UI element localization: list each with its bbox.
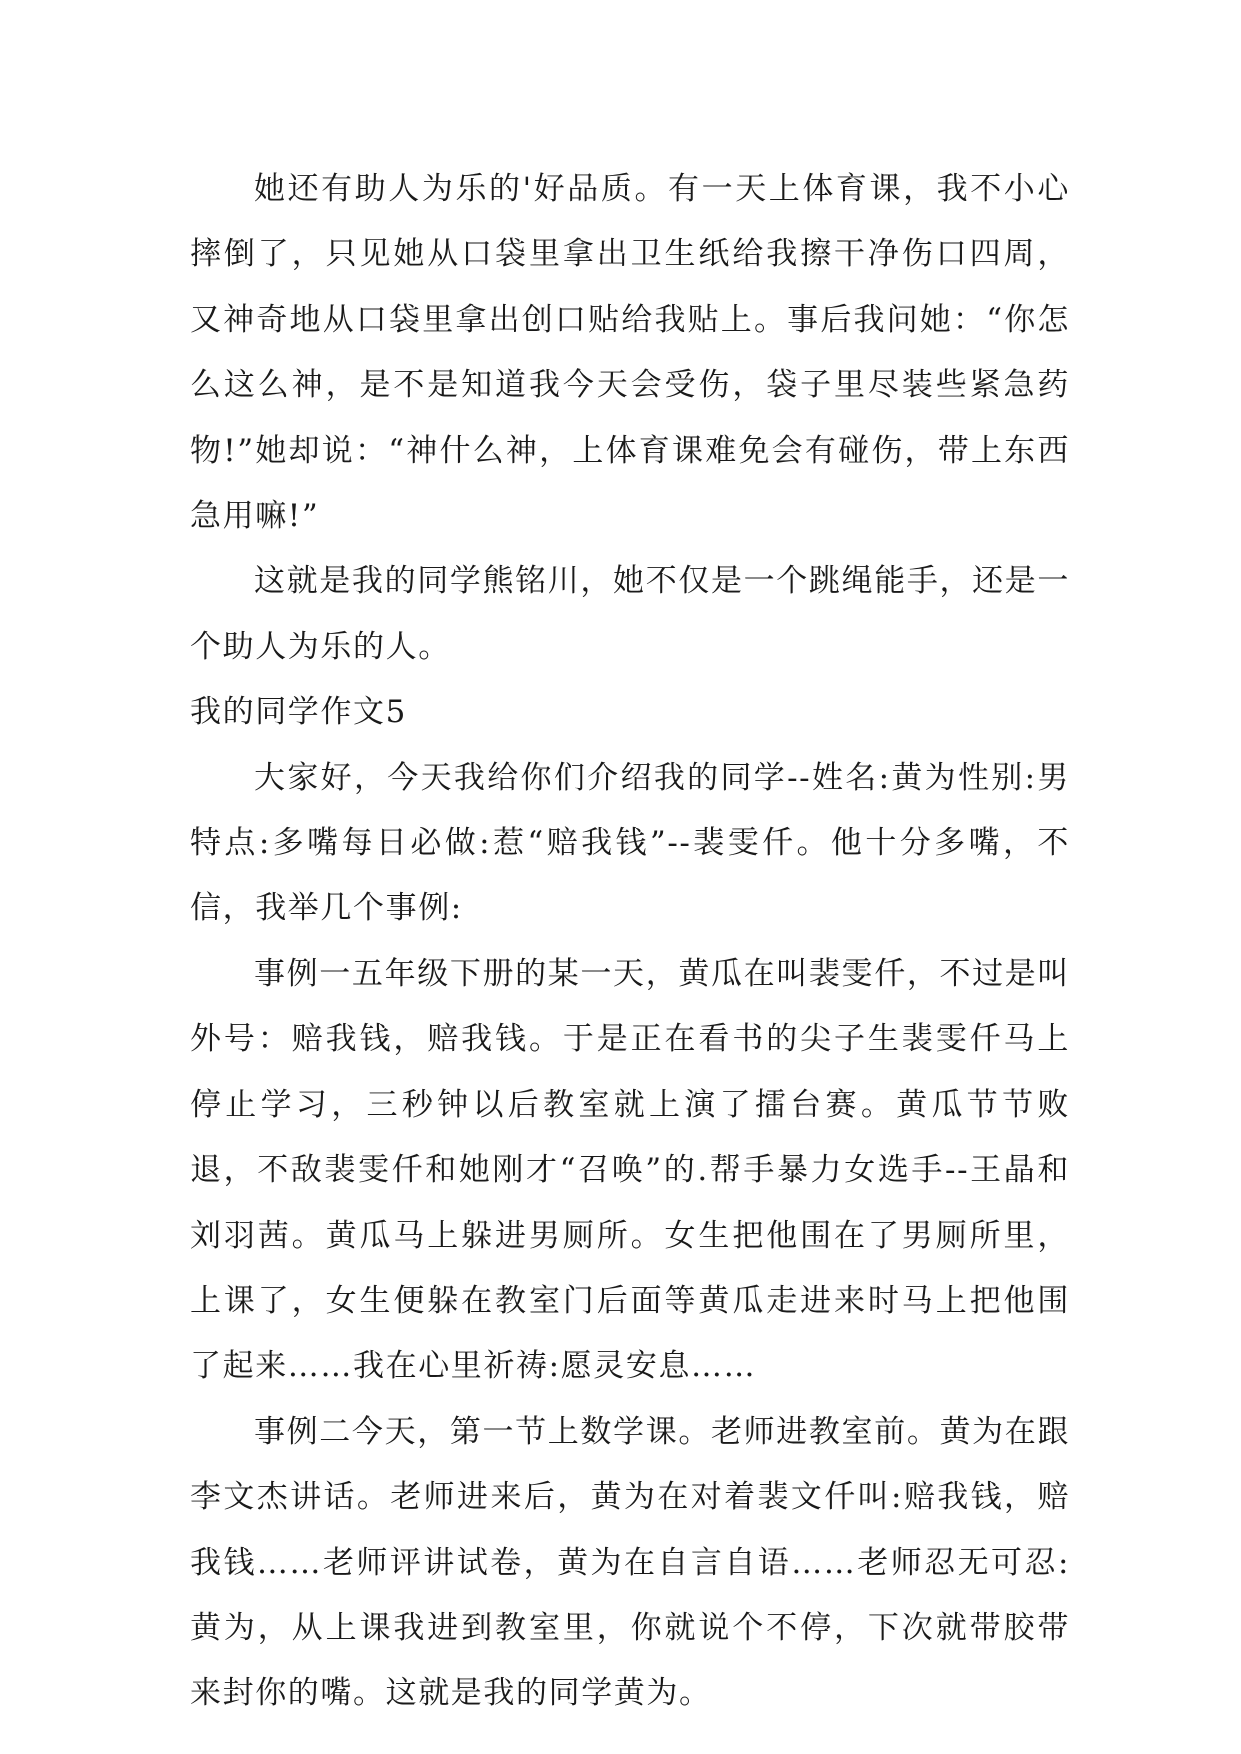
document-body — [190, 157, 1070, 1727]
paragraph-introduction: 大家好，今天我给你们介绍我的同学--姓名:黄为性别:男特点:多嘴每日必做:惹“赔我钱”--裴雯仟。他十分多嘴，不信，我举几个事例: — [190, 759, 1070, 927]
essay-heading: 我的同学作文5 — [190, 694, 407, 731]
paragraph-example-two: 事例二今天，第一节上数学课。老师进教室前。黄为在跟李文杰讲话。老师进来后，黄为在对着裴文仟叫:赔我钱，赔我钱……老师评讲试卷，黄为在自言自语……老师忍无可忍:黄为，从上课我进到教室里，你就说个不停，下次就带胶带来封你的嘴。这就是我的同学黄为。 — [190, 1413, 1070, 1712]
paragraph-summary: 这就是我的同学熊铭川，她不仅是一个跳绳能手，还是一个助人为乐的人。 — [190, 563, 1070, 665]
paragraph-help-others: 她还有助人为乐的'好品质。有一天上体育课，我不小心摔倒了，只见她从口袋里拿出卫生纸给我擦干净伤口四周，又神奇地从口袋里拿出创口贴给我贴上。事后我问她：“你怎么这么神，是不是知道我今天会受伤，袋子里尽装些紧急药物!”她却说：“神什么神，上体育课难免会有碰伤，带上东西急用嘛!” — [190, 171, 1070, 535]
paragraph-example-one: 事例一五年级下册的某一天，黄瓜在叫裴雯仟，不过是叫外号：赔我钱，赔我钱。于是正在看书的尖子生裴雯仟马上停止学习，三秒钟以后教室就上演了擂台赛。黄瓜节节败退，不敌裴雯仟和她刚才“召唤”的.帮手暴力女选手--王晶和刘羽茜。黄瓜马上躲进男厕所。女生把他围在了男厕所里，上课了，女生便躲在教室门后面等黄瓜走进来时马上把他围了起来……我在心里祈祷:愿灵安息…… — [190, 955, 1070, 1385]
